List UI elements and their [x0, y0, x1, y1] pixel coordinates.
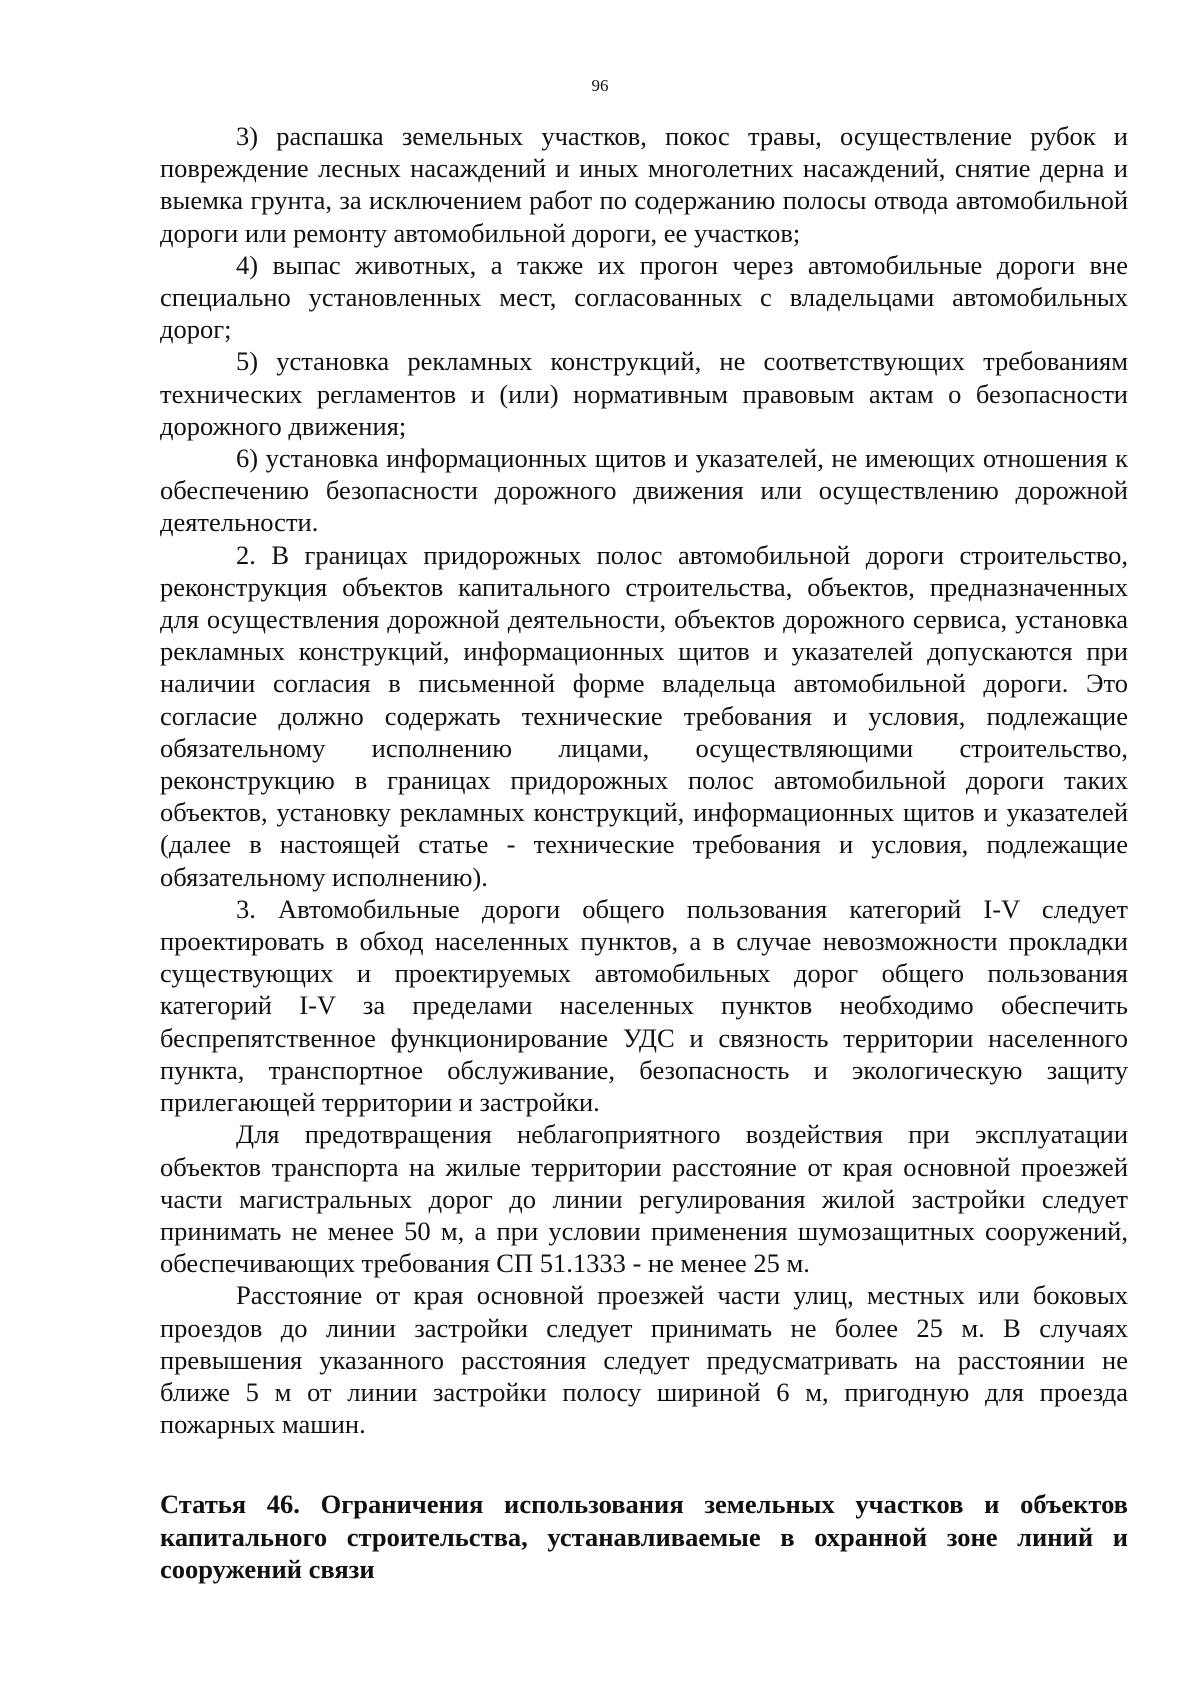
paragraph-item-3: 3) распашка земельных участков, покос травы, осуществление рубок и повреждение лесных насаждений и иных многолетних насаждений, снятие дерна и выемка грунта, за исключением работ по содержанию полосы отвода автомобильной дороги или ремонту автомобильной дороги, ее участков; — [160, 121, 1128, 248]
page-number: 96 — [591, 76, 609, 95]
paragraph-distance-main-roads: Для предотвращения неблагоприятного воздействия при эксплуатации объектов транспорта на жилые территории расстояние от края основной проезжей части магистральных дорог до линии регулирования жилой застройки следует принимать не менее 50 м, а при условии применения шумозащитных сооружений, обеспечивающих требования СП 51.1333 - не менее 25 м. — [160, 1119, 1128, 1279]
paragraph-item-6: 6) установка информационных щитов и указателей, не имеющих отношения к обеспечению безопасности дорожного движения или осуществлению дорожной деятельности. — [160, 443, 1128, 538]
paragraph-distance-streets: Расстояние от края основной проезжей части улиц, местных или боковых проездов до линии застройки следует принимать не более 25 м. В случаях превышения указанного расстояния следует предусматривать на расстоянии не ближе 5 м от линии застройки полосу шириной 6 м, пригодную для проезда пожарных машин. — [160, 1280, 1128, 1440]
paragraph-clause-2: 2. В границах придорожных полос автомобильной дороги строительство, реконструкция объектов капитального строительства, объектов, предназначенных для осуществления дорожной деятельности, объектов дорожного сервиса, установка рекламных конструкций, информационных щитов и указателей допускаются при наличии согласия в письменной форме владельца автомобильной дороги. Это согласие должно содержать технические требования и условия, подлежащие обязательному исполнению лицами, осуществляющими строительство, реконструкцию в границах придорожных полос автомобильной дороги таких объектов, установку рекламных конструкций, информационных щитов и указателей (далее в настоящей статье - технические требования и условия, подлежащие обязательному исполнению). — [160, 539, 1128, 892]
paragraph-clause-3: 3. Автомобильные дороги общего пользования категорий I-V следует проектировать в обход населенных пунктов, а в случае невозможности прокладки существующих и проектируемых автомобильных дорог общего пользования категорий I-V за пределами населенных пунктов необходимо обеспечить беспрепятственное функционирование УДС и связность территории населенного пункта, транспортное обслуживание, безопасность и экологическую защиту прилегающей территории и застройки. — [160, 893, 1128, 1118]
paragraph-item-4: 4) выпас животных, а также их прогон через автомобильные дороги вне специально установленных мест, согласованных с владельцами автомобильных дорог; — [160, 249, 1128, 345]
body-text — [160, 120, 1128, 1440]
paragraph-item-5: 5) установка рекламных конструкций, не соответствующих требованиям технических регламентов и (или) нормативным правовым актам о безопасности дорожного движения; — [160, 346, 1128, 441]
article-heading: Статья 46. Ограничения использования земельных участков и объектов капитального строительства, устанавливаемые в охранной зоне линий и сооружений связи — [160, 1489, 1128, 1584]
